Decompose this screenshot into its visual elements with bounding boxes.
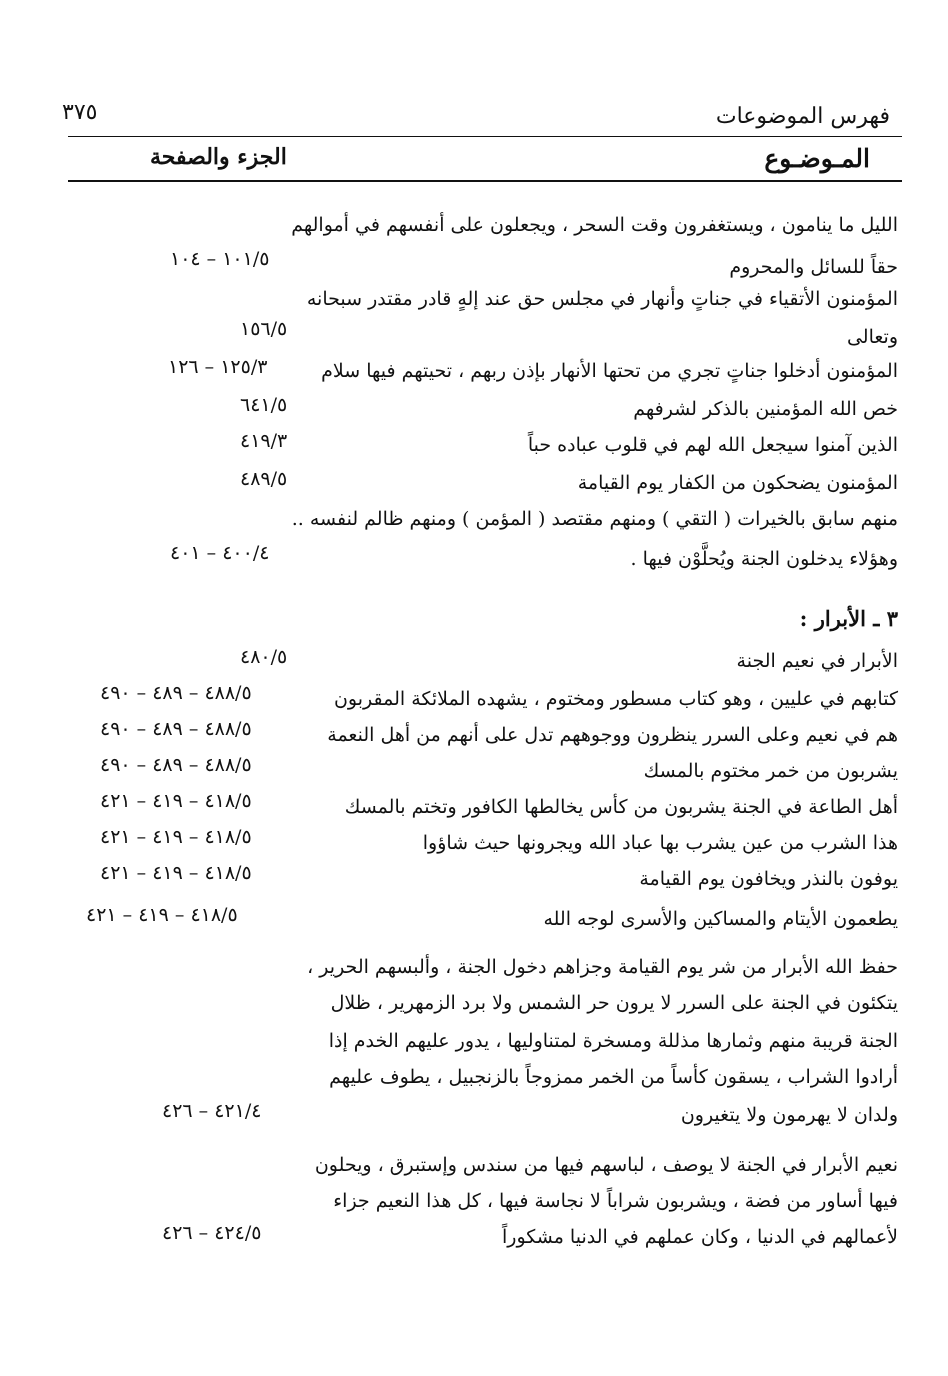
entry-ref: ٤١٨/٥ – ٤١٩ – ٤٢١	[100, 790, 252, 812]
entry-line: ولدان لا يهرمون ولا يتغيرون	[680, 1104, 898, 1126]
entry-ref: ١٠١/٥ – ١٠٤	[170, 248, 270, 270]
column-header-topic: المـوضـوع	[764, 144, 870, 173]
entry-ref: ٤١٨/٥ – ٤١٩ – ٤٢١	[86, 904, 238, 926]
entry-line: يطعمون الأيتام والمساكين والأسرى لوجه الله	[543, 908, 898, 930]
entry-ref: ٤٠٠/٤ – ٤٠١	[170, 542, 270, 564]
entry-line: الليل ما ينامون ، ويستغفرون وقت السحر ، ويجعلون على أنفسهم في أموالهم	[291, 214, 898, 236]
entry-line: المؤمنون يضحكون من الكفار يوم القيامة	[577, 472, 898, 494]
entry-line: الجنة قريبة منهم وثمارها مذللة ومسخرة لمتناوليها ، يدور عليهم الخدم إذا	[328, 1030, 898, 1052]
page-number: ٣٧٥	[62, 100, 98, 125]
entry-line: حقاً للسائل والمحروم	[729, 256, 898, 278]
entry-line: هذا الشرب من عين يشرب بها عباد الله ويجرونها حيث شاؤوا	[422, 832, 898, 854]
entry-line: يوفون بالنذر ويخافون يوم القيامة	[639, 868, 898, 890]
entry-ref: ٤١٨/٥ – ٤١٩ – ٤٢١	[100, 826, 252, 848]
entry-line: المؤمنون أدخلوا جناتٍ تجري من تحتها الأنهار بإذن ربهم ، تحيتهم فيها سلام	[321, 360, 898, 382]
entry-ref: ٤٨٨/٥ – ٤٨٩ – ٤٩٠	[100, 718, 252, 740]
entry-ref: ٤٨٩/٥	[240, 468, 288, 490]
header-top-rule	[68, 136, 902, 137]
entry-line: يشربون من خمر مختوم بالمسك	[643, 760, 898, 782]
section-heading: ٣ ـ الأبرار :	[799, 606, 898, 631]
header-bottom-rule	[68, 180, 902, 182]
entry-ref: ١٢٥/٣ – ١٢٦	[168, 356, 268, 378]
entry-line: خص الله المؤمنين بالذكر لشرفهم	[633, 398, 898, 420]
entry-line: هم في نعيم وعلى السرر ينظرون ووجوههم تدل على أنهم من أهل النعمة	[327, 724, 898, 746]
entry-ref: ٤١٨/٥ – ٤١٩ – ٤٢١	[100, 862, 252, 884]
entry-line: الذين آمنوا سيجعل الله لهم في قلوب عباده حباً	[527, 434, 898, 456]
entry-line: المؤمنون الأتقياء في جناتٍ وأنهار في مجلس حق عند إلهٍ قادر مقتدر سبحانه	[306, 288, 898, 310]
entry-ref: ٤٨٨/٥ – ٤٨٩ – ٤٩٠	[100, 754, 252, 776]
entry-ref: ٤٢١/٤ – ٤٢٦	[162, 1100, 262, 1122]
entry-line: فيها أساور من فضة ، ويشربون شراباً لا نجاسة فيها ، كل هذا النعيم جزاء	[333, 1190, 898, 1212]
column-header-volume-page: الجزء والصفحة	[150, 144, 287, 170]
entry-ref: ٤١٩/٣	[240, 430, 288, 452]
entry-ref: ٤٢٤/٥ – ٤٢٦	[162, 1222, 262, 1244]
entry-ref: ٤٨٠/٥	[240, 646, 288, 668]
entry-ref: ١٥٦/٥	[240, 318, 288, 340]
entry-line: وتعالى	[846, 326, 898, 348]
entry-ref: ٤٨٨/٥ – ٤٨٩ – ٤٩٠	[100, 682, 252, 704]
entry-line: أرادوا الشراب ، يسقون كأساً من الخمر ممزوجاً بالزنجبيل ، يطوف عليهم	[329, 1066, 898, 1088]
entry-ref: ٦٤١/٥	[240, 394, 288, 416]
entry-line: حفظ الله الأبرار من شر يوم القيامة وجزاهم دخول الجنة ، وألبسهم الحرير ،	[307, 956, 898, 978]
entry-line: وهؤلاء يدخلون الجنة ويُحلَّوْن فيها .	[630, 548, 898, 570]
entry-line: يتكئون في الجنة على السرر لا يرون حر الشمس ولا برد الزمهرير ، ظلال	[330, 992, 898, 1014]
entry-line: الأبرار في نعيم الجنة	[736, 650, 898, 672]
running-title: فهرس الموضوعات	[715, 104, 890, 129]
entry-line: كتابهم في عليين ، وهو كتاب مسطور ومختوم ، يشهده الملائكة المقربون	[333, 688, 898, 710]
entry-line: أهل الطاعة في الجنة يشربون من كأس يخالطها الكافور وتختم بالمسك	[344, 796, 898, 818]
entry-line: نعيم الأبرار في الجنة لا يوصف ، لباسهم فيها من سندس وإستبرق ، ويحلون	[314, 1154, 898, 1176]
entry-line: منهم سابق بالخيرات ( التقي ) ومنهم مقتصد ( المؤمن ) ومنهم ظالم لنفسه ..	[291, 508, 898, 530]
entry-line: لأعمالهم في الدنيا ، وكان عملهم في الدنيا مشكوراً	[502, 1226, 898, 1248]
